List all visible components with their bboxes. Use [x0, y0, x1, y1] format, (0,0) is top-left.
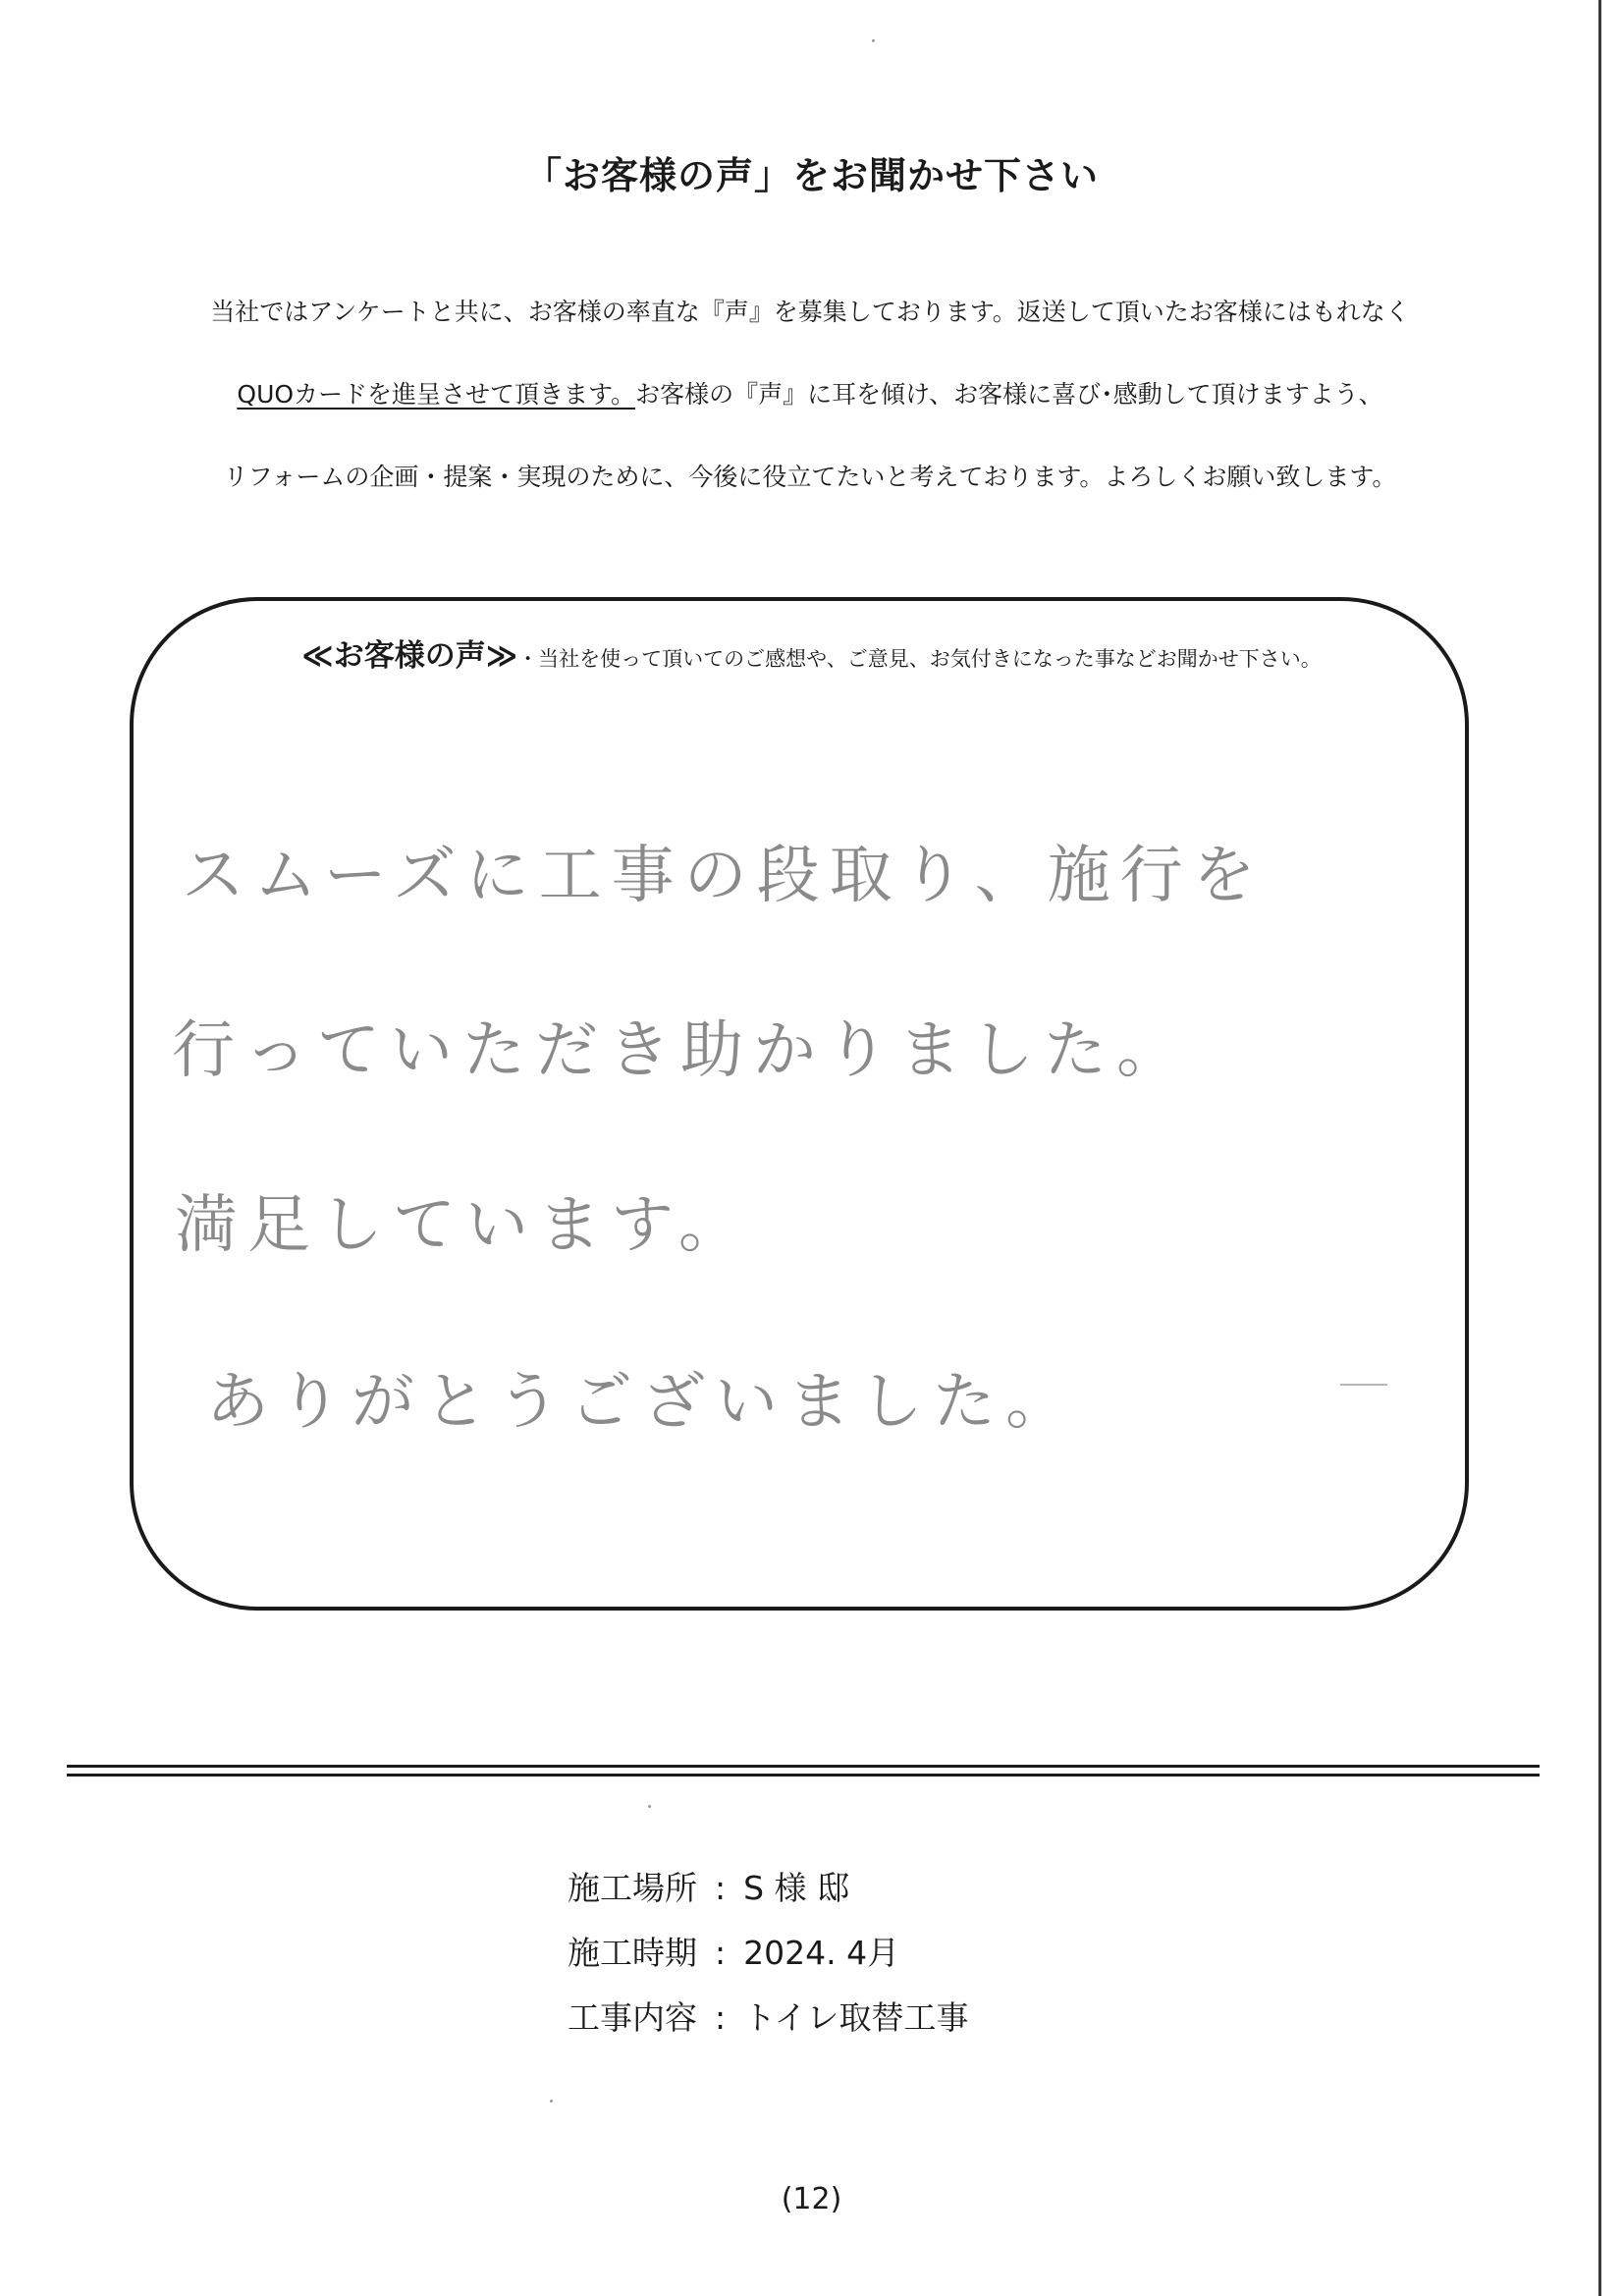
project-info-value: S 様 邸 [743, 1869, 850, 1907]
intro-line-2-rest: お客様の『声』に耳を傾け、お客様に喜び･感動して頂けますよう、 [635, 380, 1383, 409]
project-info-label: 施工時期 [568, 1934, 697, 1972]
project-info-row [568, 1856, 968, 1921]
intro-line-2 [147, 375, 1473, 410]
intro-line-3: リフォームの企画・提案・実現のために、今後に役立てたいと考えております。よろしくお願い致します。 [223, 463, 1397, 491]
handwritten-comment-line: 満足しています。 [175, 1189, 751, 1262]
scan-speck [550, 2100, 553, 2103]
project-info-row [568, 1986, 968, 2050]
stray-pen-mark [1340, 1384, 1387, 1386]
customer-voice-box [130, 597, 1469, 1611]
project-info-value: 2024. 4月 [743, 1934, 900, 1972]
handwritten-comment-line: ありがとうございました。 [206, 1366, 1078, 1439]
customer-voice-heading: ≪お客様の声≫ [301, 638, 518, 674]
intro-line-1: 当社ではアンケートと共に、お客様の率直な『声』を募集しております。返送して頂いたお客様にはもれなく [210, 298, 1410, 326]
double-rule-bottom [67, 1774, 1540, 1777]
project-info-label: 施工場所 [568, 1869, 697, 1907]
customer-voice-header [0, 630, 1623, 675]
customer-voice-prompt: ・当社を使って頂いてのご感想や、ご意見、お気付きになった事などお聞かせ下さい。 [517, 647, 1322, 671]
project-info-label: 工事内容 [568, 1998, 697, 2037]
scan-speck [648, 1805, 651, 1808]
project-info-row [568, 1921, 968, 1986]
scan-speck [872, 39, 875, 42]
double-rule-top [67, 1765, 1540, 1768]
quo-card-notice: QUOカードを進呈させて頂きます。 [237, 380, 636, 409]
project-info-value: トイレ取替工事 [743, 1998, 969, 2037]
project-info-separator: : [715, 1869, 727, 1907]
page-number: (12) [781, 2182, 842, 2216]
handwritten-comment-line: 行っていただき助かりました。 [172, 1014, 1189, 1087]
handwritten-comment-line: スムーズに工事の段取り、施行を [182, 840, 1266, 912]
project-info-separator: : [715, 1998, 727, 2037]
project-info-separator: : [715, 1934, 727, 1972]
scan-edge-line [1598, 0, 1601, 2296]
project-info [568, 1856, 968, 2050]
page-title: 「お客様の声」をお聞かせ下さい [523, 154, 1099, 197]
